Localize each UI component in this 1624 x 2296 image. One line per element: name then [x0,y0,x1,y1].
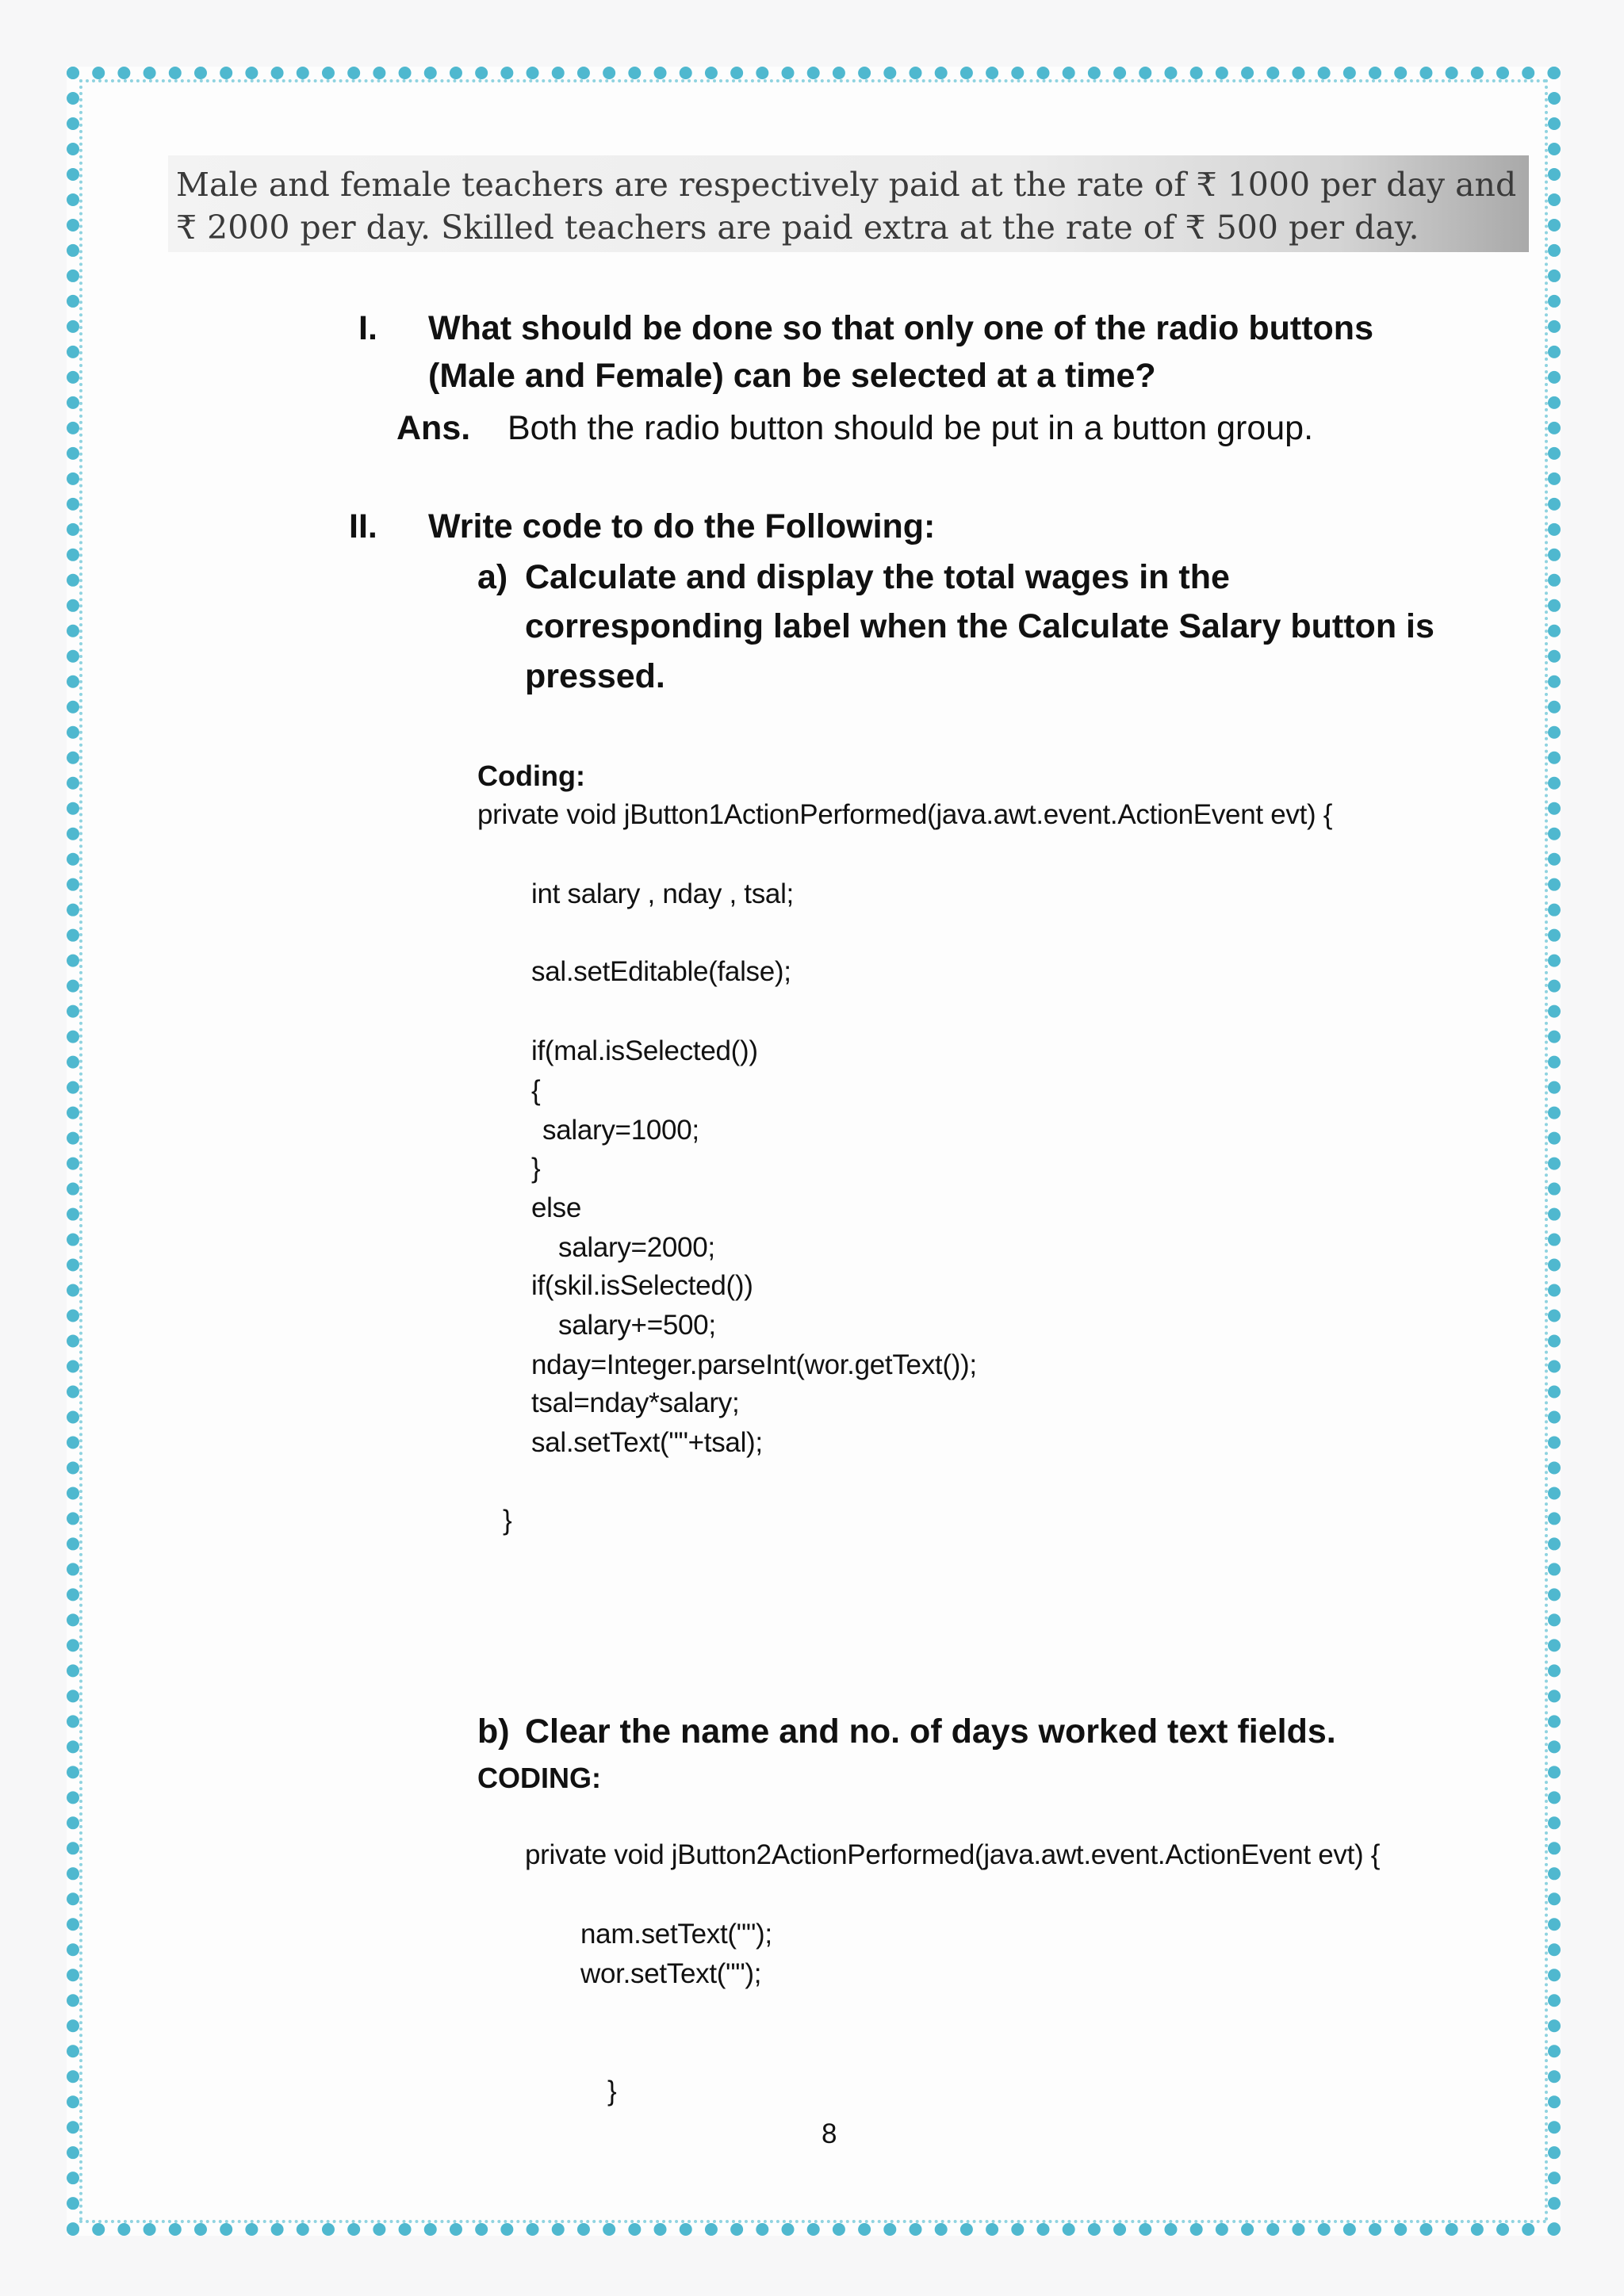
part-b-line-1: Clear the name and no. of days worked text fields. [525,1712,1336,1751]
question-2-number: II. [349,507,377,545]
code-line: { [531,1075,541,1106]
answer-text: Both the radio button should be put in a button group. [508,409,1314,447]
part-b-marker: b) [477,1712,510,1751]
part-a-marker: a) [477,558,508,596]
code-line: tsal=nday*salary; [531,1387,740,1418]
code-line: nam.setText(""); [580,1919,772,1950]
code-line: } [607,2076,617,2107]
code-line: } [531,1153,541,1184]
scanned-question-excerpt [168,155,1529,252]
code-line: salary=2000; [558,1232,715,1263]
code-line: nday=Integer.parseInt(wor.getText()); [531,1349,977,1380]
code-line: if(mal.isSelected()) [531,1035,758,1066]
question-1-line-1: What should be done so that only one of the radio buttons [428,309,1373,347]
part-a-line-1: Calculate and display the total wages in the [525,558,1230,596]
code-line: private void jButton2ActionPerformed(java.awt.event.ActionEvent evt) { [525,1839,1381,1870]
code-line: salary+=500; [558,1310,716,1341]
excerpt-line-2: ₹ 2000 per day. Skilled teachers are paid extra at the rate of ₹ 500 per day. [176,209,1419,247]
coding-label-b: CODING: [477,1762,601,1794]
excerpt-line-1: Male and female teachers are respectively paid at the rate of ₹ 1000 per day and [176,166,1517,204]
answer-label: Ans. [396,409,471,447]
code-line: private void jButton1ActionPerformed(java.awt.event.ActionEvent evt) { [477,799,1333,830]
code-line: sal.setText(""+tsal); [531,1427,763,1458]
question-1-line-2: (Male and Female) can be selected at a time? [428,357,1156,395]
page-number: 8 [822,2118,837,2149]
coding-label-a: Coding: [477,760,585,792]
code-line: wor.setText(""); [580,1958,762,1989]
code-line: salary=1000; [542,1115,699,1146]
code-line: int salary , nday , tsal; [531,878,794,909]
question-1-number: I. [358,309,377,347]
question-2-title: Write code to do the Following: [428,507,936,545]
code-line: else [531,1192,582,1223]
code-line: sal.setEditable(false); [531,956,791,987]
part-a-line-3: pressed. [525,657,665,695]
code-line: if(skil.isSelected()) [531,1270,753,1301]
part-a-line-2: corresponding label when the Calculate Salary button is [525,607,1434,645]
code-line: } [503,1505,512,1536]
